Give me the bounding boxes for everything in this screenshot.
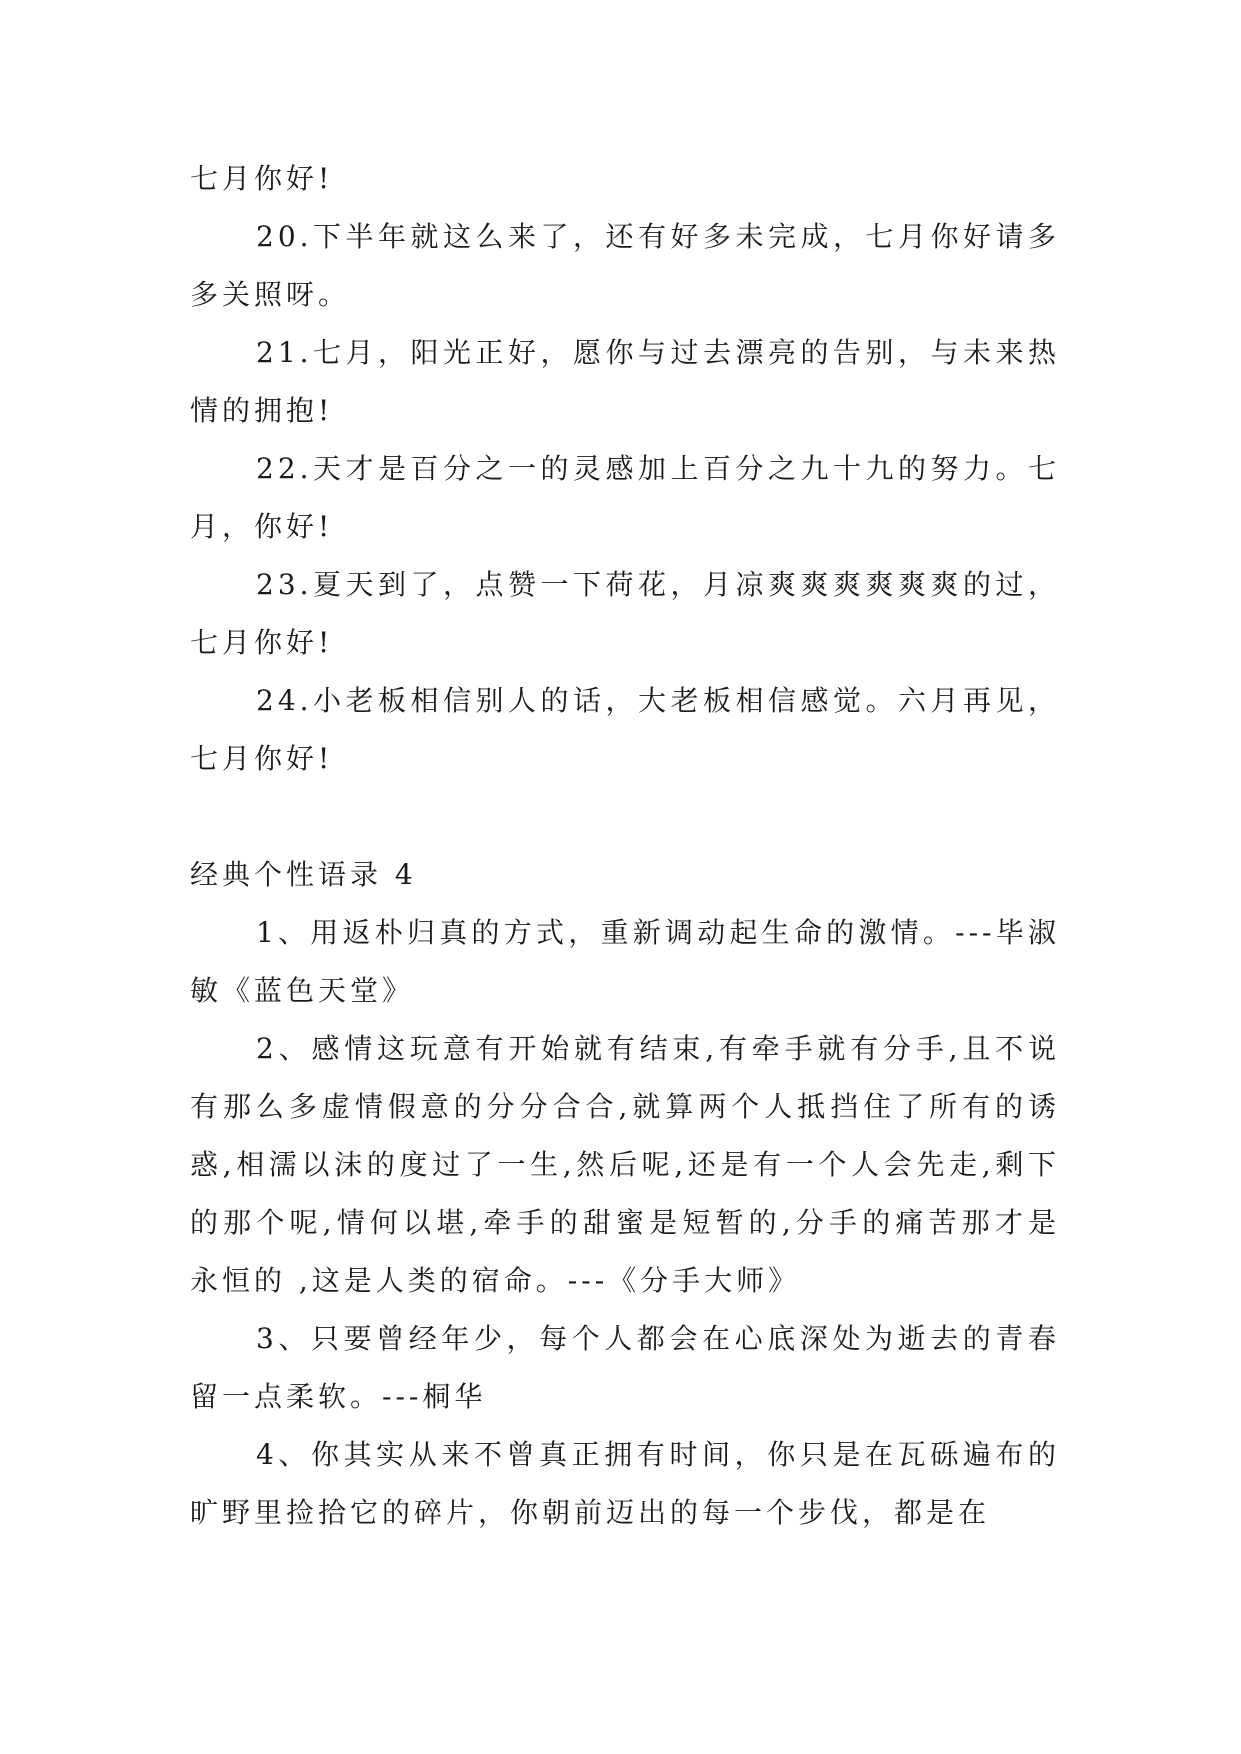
top-fragment: 七月你好! bbox=[190, 162, 334, 195]
quote-item-23: 23.夏天到了，点赞一下荷花，月凉爽爽爽爽爽爽的过，七月你好! bbox=[190, 568, 1060, 659]
quote-item-22: 22.天才是百分之一的灵感加上百分之九十九的努力。七月，你好! bbox=[190, 452, 1060, 543]
quote-item-2: 2、感情这玩意有开始就有结束,有牵手就有分手,且不说有那么多虚情假意的分分合合,就算两个人抵挡住了所有的诱惑,相濡以沫的度过了一生,然后呢,还是有一个人会先走,剩下的那个呢,情何以堪,牵手的甜蜜是短暂的,分手的痛苦那才是永恒的 ,这是人类的宿命。---《分手大师》 bbox=[190, 1032, 1060, 1297]
section-title: 经典个性语录 4 bbox=[190, 858, 417, 891]
quote-item-20: 20.下半年就这么来了，还有好多未完成，七月你好请多多关照呀。 bbox=[190, 220, 1060, 311]
quote-item-21: 21.七月，阳光正好，愿你与过去漂亮的告别，与未来热情的拥抱! bbox=[190, 336, 1060, 427]
quote-item-4: 4、你其实从来不曾真正拥有时间，你只是在瓦砾遍布的旷野里捡拾它的碎片，你朝前迈出的每一个步伐，都是在 bbox=[190, 1438, 1060, 1529]
quote-item-1: 1、用返朴归真的方式，重新调动起生命的激情。---毕淑敏《蓝色天堂》 bbox=[190, 916, 1060, 1007]
quote-item-24: 24.小老板相信别人的话，大老板相信感觉。六月再见，七月你好! bbox=[190, 684, 1060, 775]
section-spacer bbox=[190, 788, 1060, 846]
document-page bbox=[190, 150, 1060, 1542]
quote-item-3: 3、只要曾经年少，每个人都会在心底深处为逝去的青春留一点柔软。---桐华 bbox=[190, 1322, 1060, 1413]
